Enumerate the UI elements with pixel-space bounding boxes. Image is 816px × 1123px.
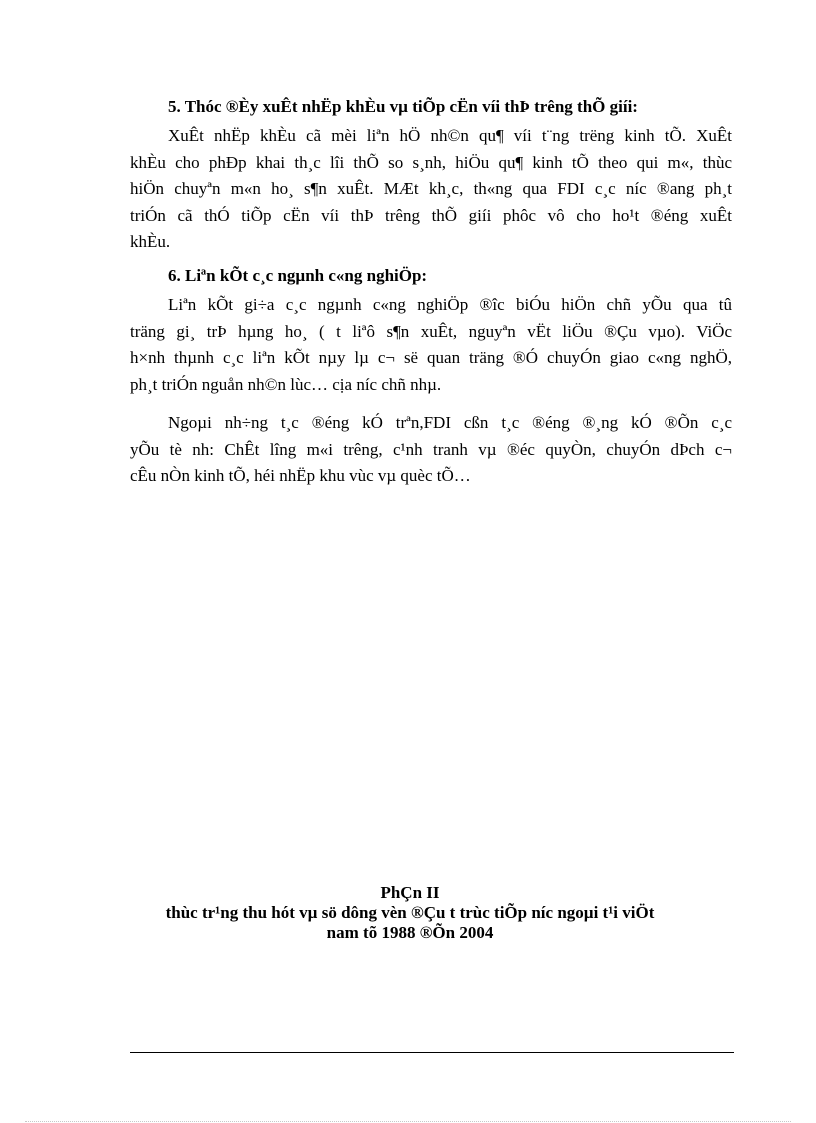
closing-paragraph bbox=[130, 410, 732, 490]
paragraph-line: khÈu cho phÐp khai th¸c lîi thÕ so s¸nh, hiÖu qu¶ kinh tÕ theo qui m«, thùc bbox=[130, 152, 732, 172]
page-bottom-border bbox=[25, 1121, 791, 1122]
part-label: PhÇn II bbox=[380, 883, 440, 902]
section-5-paragraph bbox=[130, 123, 732, 256]
part-title-line-1: thùc tr¹ng thu hót vµ sö dông vèn ®Çu t trùc tiÕp níc ngoµi t¹i viÖt bbox=[165, 903, 655, 922]
footer-rule bbox=[130, 1052, 734, 1053]
paragraph-line: yÕu tè nh: ChÊt lîng m«i trêng, c¹nh tranh vµ ®éc quyÒn, chuyÓn dÞch c¬ bbox=[130, 439, 732, 459]
paragraph-line: cÊu nÒn kinh tÕ, héi nhËp khu vùc vµ quèc tÕ… bbox=[130, 466, 471, 485]
paragraph-line: Liªn kÕt gi÷a c¸c ngµnh c«ng nghiÖp ®îc biÓu hiÖn chñ yÕu qua tû bbox=[168, 295, 732, 314]
paragraph-line: träng gi¸ trÞ hµng ho¸ ( t liªô s¶n xuÊt, nguyªn vËt liÖu ®Çu vµo). ViÖc bbox=[130, 321, 732, 341]
section-6-heading: 6. Liªn kÕt c¸c ngµnh c«ng nghiÖp: bbox=[168, 266, 428, 285]
part-heading bbox=[130, 883, 690, 943]
paragraph-line: hiÖn chuyªn m«n ho¸ s¶n xuÊt. MÆt kh¸c, th«ng qua FDI c¸c níc ®ang ph¸t bbox=[130, 179, 732, 198]
section-6-paragraph bbox=[130, 292, 732, 398]
paragraph-line: h×nh thµnh c¸c liªn kÕt nµy lµ c¬ së quan träng ®Ó chuyÓn giao c«ng nghÖ, bbox=[130, 348, 732, 367]
paragraph-line: ph¸t triÓn nguån nh©n lùc… cịa níc chñ nhµ. bbox=[130, 374, 442, 394]
paragraph-line: khÈu. bbox=[130, 232, 171, 251]
part-title-line-2: nam tõ 1988 ®Õn 2004 bbox=[326, 923, 494, 942]
paragraph-line: triÓn cã thÓ tiÕp cËn víi thÞ trêng thÕ giíi phôc vô cho ho¹t ®éng xuÊt bbox=[130, 205, 732, 225]
section-5-heading: 5. Thóc ®Èy xuÊt nhËp khÈu vµ tiÕp cËn víi thÞ trêng thÕ giíi: bbox=[168, 97, 638, 116]
paragraph-line: XuÊt nhËp khÈu cã mèi liªn hÖ nh©n qu¶ víi t¨ng trëng kinh tÕ. XuÊt bbox=[168, 126, 732, 145]
paragraph-line: Ngoµi nh÷ng t¸c ®éng kÓ trªn,FDI cßn t¸c ®éng ®¸ng kÓ ®Õn c¸c bbox=[168, 413, 732, 432]
